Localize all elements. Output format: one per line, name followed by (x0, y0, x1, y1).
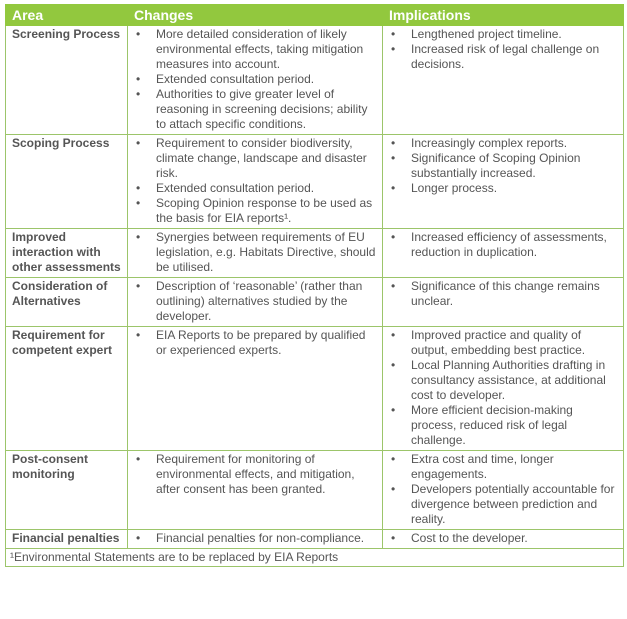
list-item (134, 328, 376, 358)
header-row (6, 5, 624, 26)
list-item-text: Local Planning Authorities drafting in consultancy assistance, at additional cost to developer. (411, 358, 606, 402)
bullet-icon: • (136, 230, 141, 244)
list-item (389, 279, 617, 309)
list-item-text: Lengthened project timeline. (411, 27, 562, 41)
implications-cell (383, 135, 624, 229)
implications-list (389, 230, 617, 260)
list-item-text: Requirement to consider biodiversity, climate change, landscape and disaster risk. (156, 136, 367, 180)
list-item (134, 181, 376, 196)
implications-cell (383, 26, 624, 135)
list-item-text: Improved practice and quality of output, embedding best practice. (411, 328, 586, 357)
implications-list (389, 279, 617, 309)
table-row (6, 135, 624, 229)
list-item (134, 230, 376, 275)
bullet-icon: • (391, 27, 396, 41)
table-row (6, 278, 624, 327)
list-item-text: Extended consultation period. (156, 181, 315, 195)
list-item-text: Extended consultation period. (156, 72, 315, 86)
list-item-text: Extra cost and time, longer engagements. (411, 452, 554, 481)
list-item-text: Longer process. (411, 181, 498, 195)
list-item (389, 151, 617, 181)
list-item-text: Financial penalties for non-compliance. (156, 531, 365, 545)
implications-cell (383, 229, 624, 278)
bullet-icon: • (391, 403, 396, 417)
list-item-text: More detailed consideration of likely environmental effects, taking mitigation measures into account. (156, 27, 364, 71)
list-item (389, 531, 617, 546)
list-item (134, 279, 376, 324)
list-item (389, 42, 617, 72)
implications-cell (383, 278, 624, 327)
list-item-text: Description of ‘reasonable’ (rather than outlining) alternatives studied by the developer. (156, 279, 363, 323)
changes-list (134, 136, 376, 226)
implications-list (389, 328, 617, 448)
list-item (389, 230, 617, 260)
area-cell: Screening Process (6, 26, 128, 135)
changes-cell (128, 278, 383, 327)
area-cell: Post-consent monitoring (6, 451, 128, 530)
header-implications: Implications (383, 5, 624, 26)
bullet-icon: • (391, 42, 396, 56)
implications-cell (383, 327, 624, 451)
bullet-icon: • (391, 482, 396, 496)
list-item (134, 27, 376, 72)
bullet-icon: • (391, 151, 396, 165)
bullet-icon: • (391, 136, 396, 150)
list-item (389, 482, 617, 527)
bullet-icon: • (391, 181, 396, 195)
list-item-text: Increased efficiency of assessments, reduction in duplication. (411, 230, 607, 259)
list-item-text: More efficient decision-making process, reduced risk of legal challenge. (411, 403, 573, 447)
area-cell: Financial penalties (6, 530, 128, 549)
area-cell: Scoping Process (6, 135, 128, 229)
bullet-icon: • (136, 328, 141, 342)
bullet-icon: • (391, 358, 396, 372)
list-item (134, 531, 376, 546)
list-item-text: EIA Reports to be prepared by qualified or experienced experts. (156, 328, 366, 357)
footnote-row (6, 549, 624, 567)
bullet-icon: • (136, 87, 141, 101)
bullet-icon: • (391, 279, 396, 293)
list-item-text: Synergies between requirements of EU legislation, e.g. Habitats Directive, should be utilised. (156, 230, 376, 274)
changes-list (134, 531, 376, 546)
list-item-text: Increasingly complex reports. (411, 136, 568, 150)
changes-cell (128, 530, 383, 549)
bullet-icon: • (136, 27, 141, 41)
table-row (6, 530, 624, 549)
changes-list (134, 27, 376, 132)
bullet-icon: • (136, 196, 141, 210)
implications-cell (383, 451, 624, 530)
list-item (134, 87, 376, 132)
bullet-icon: • (391, 531, 396, 545)
changes-cell (128, 451, 383, 530)
implications-list (389, 452, 617, 527)
table-row (6, 327, 624, 451)
bullet-icon: • (136, 136, 141, 150)
area-cell: Requirement for competent expert (6, 327, 128, 451)
list-item-text: Requirement for monitoring of environmental effects, and mitigation, after consent has been granted. (156, 452, 355, 496)
bullet-icon: • (391, 328, 396, 342)
list-item-text: Cost to the developer. (411, 531, 528, 545)
changes-list (134, 328, 376, 358)
bullet-icon: • (391, 452, 396, 466)
header-area: Area (6, 5, 128, 26)
list-item-text: Significance of Scoping Opinion substantially increased. (411, 151, 581, 180)
bullet-icon: • (136, 531, 141, 545)
bullet-icon: • (136, 279, 141, 293)
list-item (389, 328, 617, 358)
area-cell: Consideration of Alternatives (6, 278, 128, 327)
list-item (389, 403, 617, 448)
implications-list (389, 27, 617, 72)
bullet-icon: • (136, 452, 141, 466)
list-item (389, 181, 617, 196)
implications-list (389, 531, 617, 546)
bullet-icon: • (136, 181, 141, 195)
eia-changes-table (5, 4, 624, 567)
list-item-text: Authorities to give greater level of reasoning in screening decisions; ability to attach specific conditions. (156, 87, 368, 131)
footnote: ¹Environmental Statements are to be replaced by EIA Reports (6, 549, 624, 567)
implications-cell (383, 530, 624, 549)
list-item (134, 136, 376, 181)
table-row (6, 229, 624, 278)
list-item (134, 196, 376, 226)
area-cell: Improved interaction with other assessments (6, 229, 128, 278)
changes-cell (128, 135, 383, 229)
changes-list (134, 230, 376, 275)
table-row (6, 451, 624, 530)
list-item-text: Significance of this change remains unclear. (411, 279, 600, 308)
list-item (389, 452, 617, 482)
list-item-text: Scoping Opinion response to be used as the basis for EIA reports¹. (156, 196, 373, 225)
changes-cell (128, 26, 383, 135)
list-item (389, 136, 617, 151)
changes-list (134, 279, 376, 324)
list-item-text: Increased risk of legal challenge on decisions. (411, 42, 600, 71)
bullet-icon: • (391, 230, 396, 244)
changes-cell (128, 229, 383, 278)
header-changes: Changes (128, 5, 383, 26)
table-row (6, 26, 624, 135)
list-item (389, 358, 617, 403)
list-item (389, 27, 617, 42)
implications-list (389, 136, 617, 196)
list-item (134, 452, 376, 497)
list-item-text: Developers potentially accountable for divergence between prediction and reality. (411, 482, 615, 526)
list-item (134, 72, 376, 87)
changes-list (134, 452, 376, 497)
bullet-icon: • (136, 72, 141, 86)
changes-cell (128, 327, 383, 451)
table-body (6, 26, 624, 549)
